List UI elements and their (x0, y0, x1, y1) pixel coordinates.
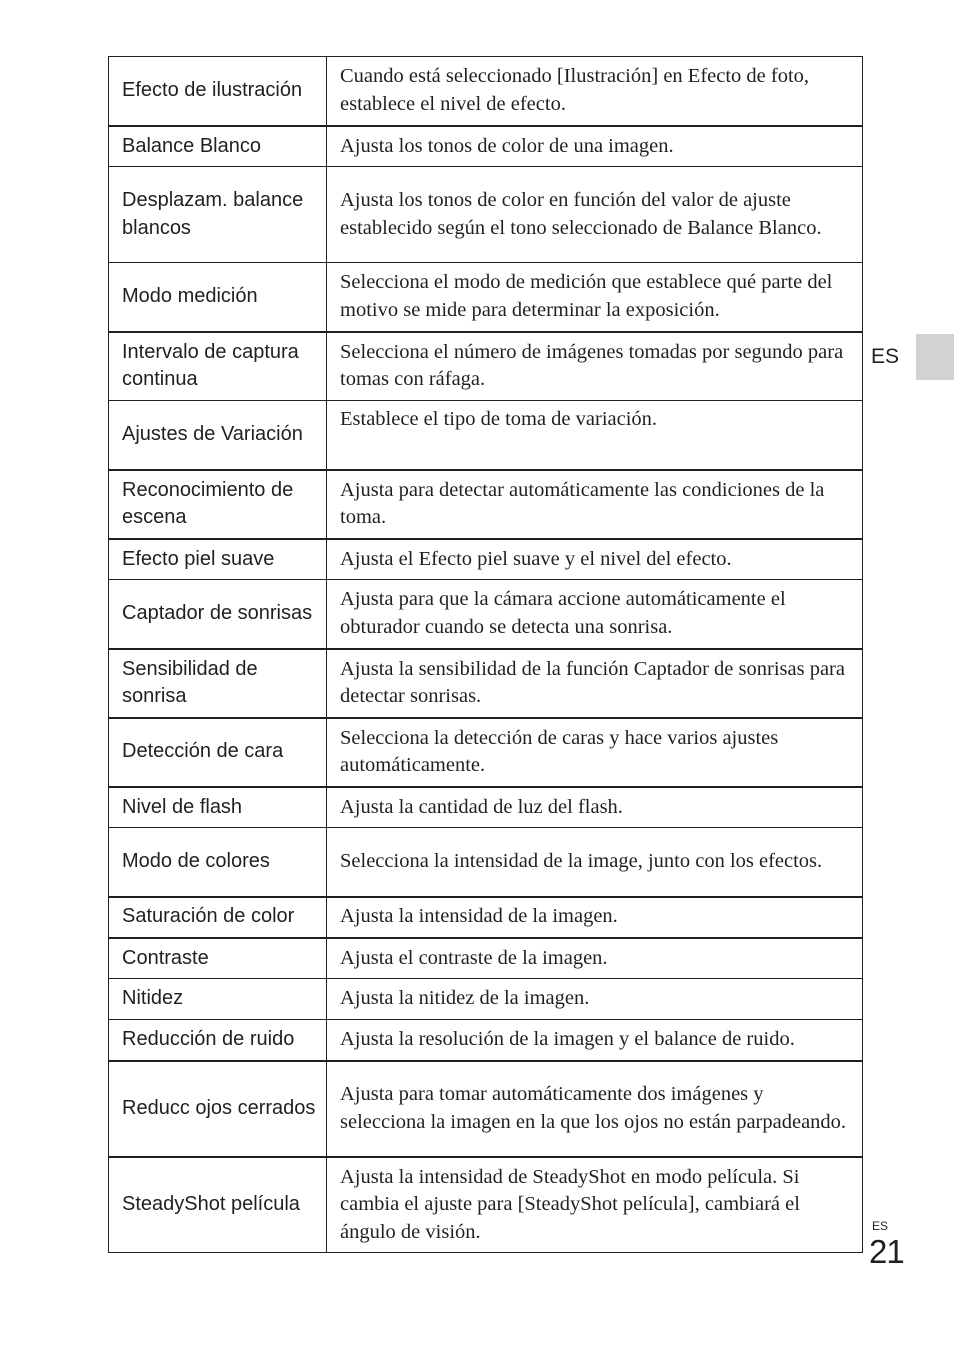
table-row (109, 470, 863, 539)
setting-description: Ajusta la intensidad de SteadyShot en modo película. Si cambia el ajuste para [SteadyShot película], cambiará el ángulo de visión. (327, 1157, 863, 1253)
table-row (109, 828, 863, 897)
setting-description: Selecciona el modo de medición que establece qué parte del motivo se mide para determinar la exposición. (327, 263, 863, 332)
setting-name: Modo de colores (109, 828, 327, 897)
table-row (109, 1020, 863, 1061)
setting-description: Ajusta la nitidez de la imagen. (327, 979, 863, 1020)
table-row (109, 649, 863, 718)
setting-description: Ajusta el Efecto piel suave y el nivel del efecto. (327, 539, 863, 580)
setting-name: Reconocimiento de escena (109, 470, 327, 539)
setting-name: Saturación de color (109, 897, 327, 938)
setting-description: Ajusta para que la cámara accione automáticamente el obturador cuando se detecta una sonrisa. (327, 580, 863, 649)
table-row (109, 401, 863, 470)
setting-description: Ajusta el contraste de la imagen. (327, 938, 863, 979)
table-row (109, 1061, 863, 1157)
setting-description: Ajusta para detectar automáticamente las condiciones de la toma. (327, 470, 863, 539)
table-row (109, 57, 863, 126)
setting-description: Ajusta la resolución de la imagen y el balance de ruido. (327, 1020, 863, 1061)
language-tab-marker (916, 334, 954, 380)
setting-name: Intervalo de captura continua (109, 332, 327, 401)
table-row (109, 126, 863, 167)
setting-description: Ajusta la cantidad de luz del flash. (327, 787, 863, 828)
page-number: 21 (869, 1233, 904, 1270)
setting-description: Cuando está seleccionado [Ilustración] en Efecto de foto, establece el nivel de efecto. (327, 57, 863, 126)
setting-name: Efecto de ilustración (109, 57, 327, 126)
table-row (109, 167, 863, 263)
setting-description: Ajusta para tomar automáticamente dos imágenes y selecciona la imagen en la que los ojos no están parpadeando. (327, 1061, 863, 1157)
setting-name: SteadyShot película (109, 1157, 327, 1253)
settings-table (108, 56, 863, 1253)
setting-name: Contraste (109, 938, 327, 979)
setting-description: Selecciona el número de imágenes tomadas por segundo para tomas con ráfaga. (327, 332, 863, 401)
table-row (109, 1157, 863, 1253)
setting-name: Nivel de flash (109, 787, 327, 828)
setting-name: Balance Blanco (109, 126, 327, 167)
table-row (109, 938, 863, 979)
table-row (109, 539, 863, 580)
setting-description: Ajusta la sensibilidad de la función Captador de sonrisas para detectar sonrisas. (327, 649, 863, 718)
setting-name: Desplazam. balance blancos (109, 167, 327, 263)
setting-name: Reducc ojos cerrados (109, 1061, 327, 1157)
setting-description: Selecciona la detección de caras y hace varios ajustes automáticamente. (327, 718, 863, 787)
setting-description: Ajusta los tonos de color en función del valor de ajuste establecido según el tono seleccionado de Balance Blanco. (327, 167, 863, 263)
page-language-code: ES (872, 1219, 889, 1233)
table-row (109, 979, 863, 1020)
setting-name: Ajustes de Variación (109, 401, 327, 470)
setting-name: Modo medición (109, 263, 327, 332)
setting-description: Ajusta los tonos de color de una imagen. (327, 126, 863, 167)
setting-name: Detección de cara (109, 718, 327, 787)
table-row (109, 718, 863, 787)
setting-name: Captador de sonrisas (109, 580, 327, 649)
setting-name: Nitidez (109, 979, 327, 1020)
setting-description: Ajusta la intensidad de la imagen. (327, 897, 863, 938)
table-row (109, 580, 863, 649)
table-row (109, 263, 863, 332)
setting-name: Reducción de ruido (109, 1020, 327, 1061)
setting-name: Sensibilidad de sonrisa (109, 649, 327, 718)
table-row (109, 787, 863, 828)
table-row (109, 332, 863, 401)
setting-description: Establece el tipo de toma de variación. (327, 401, 863, 470)
table-row (109, 897, 863, 938)
setting-name: Efecto piel suave (109, 539, 327, 580)
language-tab-label: ES (871, 345, 900, 368)
setting-description: Selecciona la intensidad de la image, junto con los efectos. (327, 828, 863, 897)
